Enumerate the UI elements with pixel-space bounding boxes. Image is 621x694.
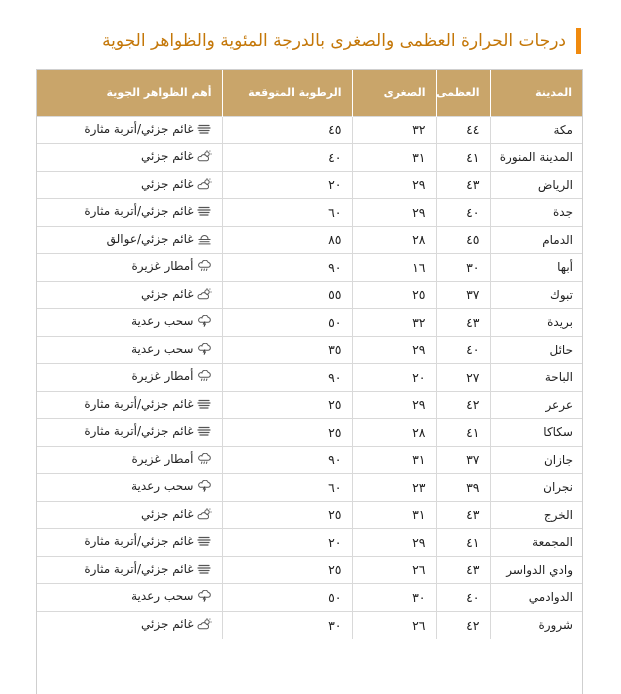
cell-min: ٣٢: [352, 116, 436, 144]
dust-wind-icon: [197, 563, 212, 575]
cell-min: ٢٩: [352, 529, 436, 557]
cell-city: وادي الدواسر: [490, 556, 582, 584]
table-row: [36, 556, 582, 584]
cell-weather: [36, 144, 222, 172]
cell-weather: [36, 501, 222, 529]
weather-label: سحب رعدية: [131, 589, 194, 604]
thunder-cloud-icon: [197, 590, 212, 602]
cell-humidity: ٢٥: [222, 391, 352, 419]
cell-humidity: ٢٠: [222, 171, 352, 199]
partly-cloudy-icon: [197, 150, 212, 162]
table-row: [36, 529, 582, 557]
cell-min: ٣٢: [352, 309, 436, 337]
cell-max: ٤١: [436, 419, 490, 447]
cell-humidity: ٤٠: [222, 144, 352, 172]
cell-weather: [36, 199, 222, 227]
heavy-rain-icon: [197, 260, 212, 272]
cell-city: الباحة: [490, 364, 582, 392]
page-title: درجات الحرارة العظمى والصغرى بالدرجة المئوية والظواهر الجوية: [102, 31, 566, 51]
weather-label: غائم جزئي/أتربة مثارة: [84, 396, 194, 411]
cell-max: ٤٢: [436, 611, 490, 639]
weather-label: غائم جزئي: [141, 286, 194, 301]
cell-weather: [36, 309, 222, 337]
cell-max: ٤٤: [436, 116, 490, 144]
table-row: [36, 584, 582, 612]
weather-item: [84, 534, 211, 548]
cell-weather: [36, 281, 222, 309]
weather-item: [131, 479, 211, 493]
weather-label: أمطار غزيرة: [131, 259, 194, 274]
header-max: العظمى: [436, 70, 490, 116]
cell-weather: [36, 226, 222, 254]
weather-item: [107, 232, 212, 246]
cell-min: ٢٩: [352, 199, 436, 227]
table-row: [36, 144, 582, 172]
cell-humidity: ٩٠: [222, 446, 352, 474]
heavy-rain-icon: [197, 453, 212, 465]
weather-item: [141, 177, 211, 191]
cell-humidity: ٥٥: [222, 281, 352, 309]
cell-max: ٤٢: [436, 391, 490, 419]
cell-max: ٤٣: [436, 309, 490, 337]
cell-city: أبها: [490, 254, 582, 282]
weather-item: [131, 259, 211, 273]
cell-city: حائل: [490, 336, 582, 364]
cell-min: ٣٠: [352, 584, 436, 612]
cell-min: ٢٨: [352, 419, 436, 447]
cell-weather: [36, 336, 222, 364]
weather-item: [131, 342, 211, 356]
table-row: [36, 199, 582, 227]
cell-city: نجران: [490, 474, 582, 502]
weather-table-container: [36, 69, 583, 694]
cell-max: ٤٣: [436, 556, 490, 584]
weather-item: [141, 617, 211, 631]
header-weather: أهم الظواهر الجوية: [36, 70, 222, 116]
cell-city: المجمعة: [490, 529, 582, 557]
cell-humidity: ٣٠: [222, 611, 352, 639]
dust-wind-icon: [197, 398, 212, 410]
weather-label: سحب رعدية: [131, 479, 194, 494]
table-row: [36, 391, 582, 419]
cell-weather: [36, 364, 222, 392]
weather-label: غائم جزئي/أتربة مثارة: [84, 534, 194, 549]
cell-city: جازان: [490, 446, 582, 474]
weather-label: أمطار غزيرة: [131, 369, 194, 384]
table-row: [36, 281, 582, 309]
weather-item: [141, 287, 211, 301]
cell-city: جدة: [490, 199, 582, 227]
cell-city: عرعر: [490, 391, 582, 419]
dust-wind-icon: [197, 205, 212, 217]
cell-max: ٤١: [436, 144, 490, 172]
cell-city: شرورة: [490, 611, 582, 639]
cell-min: ٢٠: [352, 364, 436, 392]
cell-weather: [36, 446, 222, 474]
table-row: [36, 501, 582, 529]
dust-wind-icon: [197, 425, 212, 437]
cell-min: ٢٥: [352, 281, 436, 309]
cell-weather: [36, 529, 222, 557]
weather-item: [141, 149, 211, 163]
cell-max: ٣٠: [436, 254, 490, 282]
cell-min: ٢٦: [352, 556, 436, 584]
cell-humidity: ٦٠: [222, 474, 352, 502]
cell-min: ٣١: [352, 501, 436, 529]
cell-max: ٢٧: [436, 364, 490, 392]
cell-weather: [36, 254, 222, 282]
cell-city: المدينة المنورة: [490, 144, 582, 172]
cell-humidity: ٩٠: [222, 254, 352, 282]
cell-min: ٣١: [352, 446, 436, 474]
table-row: [36, 254, 582, 282]
cell-max: ٣٧: [436, 281, 490, 309]
table-row: [36, 364, 582, 392]
cell-weather: [36, 419, 222, 447]
weather-item: [131, 314, 211, 328]
cell-weather: [36, 474, 222, 502]
cell-max: ٤٣: [436, 501, 490, 529]
cell-min: ٣١: [352, 144, 436, 172]
cell-humidity: ٣٥: [222, 336, 352, 364]
cell-humidity: ٤٥: [222, 116, 352, 144]
cell-humidity: ٢٥: [222, 501, 352, 529]
weather-item: [84, 424, 211, 438]
table-row: [36, 171, 582, 199]
weather-item: [84, 122, 211, 136]
header-city: المدينة: [490, 70, 582, 116]
thunder-cloud-icon: [197, 343, 212, 355]
table-row: [36, 309, 582, 337]
cell-humidity: ٨٥: [222, 226, 352, 254]
table-row: [36, 611, 582, 639]
weather-label: غائم جزئي: [141, 176, 194, 191]
weather-item: [84, 204, 211, 218]
weather-label: أمطار غزيرة: [131, 451, 194, 466]
cell-city: مكة: [490, 116, 582, 144]
weather-item: [131, 452, 211, 466]
cell-weather: [36, 116, 222, 144]
table-row: [36, 474, 582, 502]
header-min: الصغرى: [352, 70, 436, 116]
dust-wind-icon: [197, 535, 212, 547]
cell-min: ٢٩: [352, 171, 436, 199]
cell-min: ١٦: [352, 254, 436, 282]
cell-city: تبوك: [490, 281, 582, 309]
weather-label: غائم جزئي/أتربة مثارة: [84, 121, 194, 136]
cell-city: الدوادمي: [490, 584, 582, 612]
table-row: [36, 336, 582, 364]
heavy-rain-icon: [197, 370, 212, 382]
header-humidity: الرطوبة المتوقعة: [222, 70, 352, 116]
weather-label: غائم جزئي/أتربة مثارة: [84, 561, 194, 576]
weather-item: [84, 562, 211, 576]
page-title-bar: [31, 27, 581, 55]
weather-item: [131, 589, 211, 603]
cell-humidity: ٦٠: [222, 199, 352, 227]
cell-min: ٢٩: [352, 336, 436, 364]
cell-min: ٢٣: [352, 474, 436, 502]
cell-weather: [36, 584, 222, 612]
weather-label: سحب رعدية: [131, 341, 194, 356]
thunder-cloud-icon: [197, 480, 212, 492]
table-row: [36, 226, 582, 254]
cell-city: الخرج: [490, 501, 582, 529]
cell-weather: [36, 391, 222, 419]
table-row: [36, 446, 582, 474]
cell-humidity: ٩٠: [222, 364, 352, 392]
thunder-cloud-icon: [197, 315, 212, 327]
table-row: [36, 116, 582, 144]
title-accent-bar: [576, 28, 581, 54]
weather-label: سحب رعدية: [131, 314, 194, 329]
weather-label: غائم جزئي: [141, 506, 194, 521]
cell-city: الرياض: [490, 171, 582, 199]
cell-weather: [36, 171, 222, 199]
weather-item: [141, 507, 211, 521]
dust-wind-icon: [197, 123, 212, 135]
cell-max: ٤٥: [436, 226, 490, 254]
cell-min: ٢٦: [352, 611, 436, 639]
cell-min: ٢٩: [352, 391, 436, 419]
weather-label: غائم جزئي/أتربة مثارة: [84, 204, 194, 219]
cell-max: ٤٠: [436, 336, 490, 364]
partly-cloudy-icon: [197, 288, 212, 300]
weather-item: [131, 369, 211, 383]
haze-icon: [197, 233, 212, 245]
cell-min: ٢٨: [352, 226, 436, 254]
partly-cloudy-icon: [197, 618, 212, 630]
cell-max: ٤٠: [436, 199, 490, 227]
weather-table: [36, 70, 582, 639]
cell-humidity: ٢٠: [222, 529, 352, 557]
cell-humidity: ٥٠: [222, 309, 352, 337]
weather-item: [84, 397, 211, 411]
weather-label: غائم جزئي: [141, 149, 194, 164]
partly-cloudy-icon: [197, 178, 212, 190]
cell-city: سكاكا: [490, 419, 582, 447]
cell-city: بريدة: [490, 309, 582, 337]
cell-weather: [36, 611, 222, 639]
table-row: [36, 419, 582, 447]
cell-weather: [36, 556, 222, 584]
weather-label: غائم جزئي/عوالق: [106, 231, 194, 246]
table-body: [36, 116, 582, 639]
cell-humidity: ٢٥: [222, 556, 352, 584]
cell-max: ٤١: [436, 529, 490, 557]
cell-humidity: ٥٠: [222, 584, 352, 612]
weather-label: غائم جزئي/أتربة مثارة: [84, 424, 194, 439]
partly-cloudy-icon: [197, 508, 212, 520]
cell-max: ٤٠: [436, 584, 490, 612]
table-header-row: [36, 70, 582, 116]
cell-max: ٣٧: [436, 446, 490, 474]
cell-max: ٤٣: [436, 171, 490, 199]
cell-city: الدمام: [490, 226, 582, 254]
cell-humidity: ٢٥: [222, 419, 352, 447]
weather-label: غائم جزئي: [141, 617, 194, 631]
cell-max: ٣٩: [436, 474, 490, 502]
